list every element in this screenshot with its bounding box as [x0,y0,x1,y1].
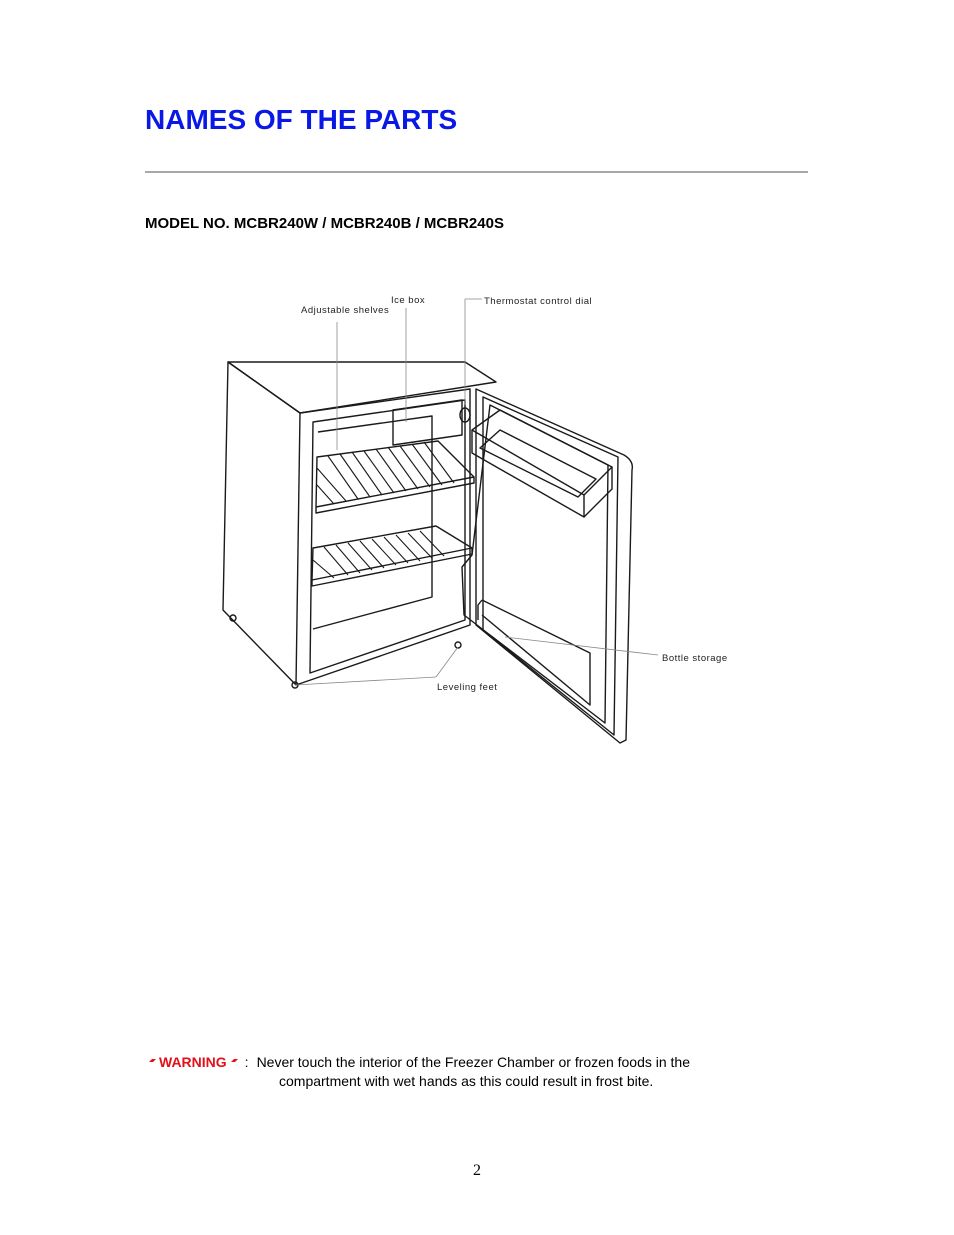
page-title: NAMES OF THE PARTS [145,104,458,135]
warning-label-group [145,1054,241,1070]
warning-notice [145,1053,785,1091]
lightning-bolt-icon [227,1053,241,1069]
cabinet-top [228,362,496,413]
refrigerator-parts-diagram [200,285,760,755]
ice-box [393,400,462,445]
warning-text-line1: Never touch the interior of the Freezer Chamber or frozen foods in the [256,1054,691,1070]
warning-separator: : [244,1054,249,1070]
warning-label: WARNING [159,1054,227,1070]
bottle-storage-bin [482,600,590,705]
bottle-storage-callout: Bottle storage [662,653,728,664]
leveling-feet-callout: Leveling feet [437,682,498,693]
door-outer [476,389,632,743]
model-number: MODEL NO. MCBR240W / MCBR240B / MCBR240S [145,215,504,232]
cabinet-front [296,389,470,685]
interior-opening [310,400,465,673]
page-number: 2 [473,1162,481,1179]
title-divider [145,171,808,173]
adjustable-shelves-callout: Adjustable shelves [301,305,390,316]
ice-box-callout: Ice box [391,295,426,306]
interior-back-wall [313,416,432,629]
door-liner [462,405,608,723]
lightning-bolt-icon [145,1053,159,1069]
upper-shelf [316,441,474,507]
cabinet-side [223,362,300,685]
thermostat-callout: Thermostat control dial [484,296,593,307]
lower-shelf [312,526,472,580]
warning-text-line2: compartment with wet hands as this could result in frost bite. [279,1073,654,1089]
